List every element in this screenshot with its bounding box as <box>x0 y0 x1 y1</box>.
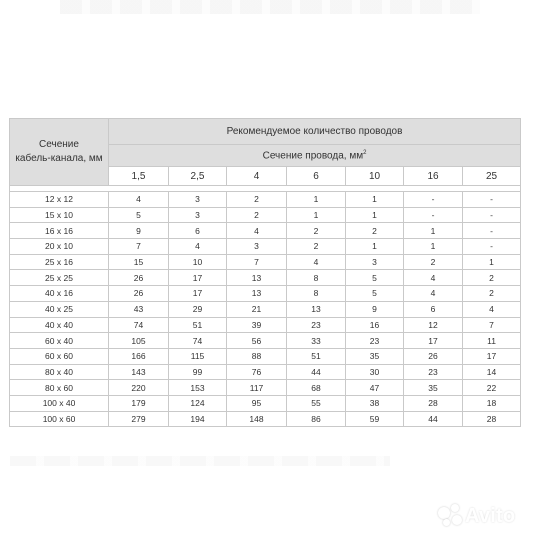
table-body <box>10 192 521 427</box>
channel-size-cell: 40 х 40 <box>10 317 109 333</box>
channel-size-cell: 16 х 16 <box>10 223 109 239</box>
wire-count-cell: 14 <box>463 364 521 380</box>
wire-count-cell: 6 <box>404 301 463 317</box>
wire-count-cell: 105 <box>109 333 169 349</box>
wire-count-cell: 30 <box>346 364 404 380</box>
channel-size-cell: 100 х 60 <box>10 411 109 427</box>
wire-count-cell: 3 <box>227 239 287 255</box>
column-header: 16 <box>404 167 463 186</box>
wire-count-cell: 2 <box>404 254 463 270</box>
channel-size-cell: 60 х 60 <box>10 348 109 364</box>
wire-count-cell: 44 <box>287 364 346 380</box>
sub-title-superscript: 2 <box>363 149 367 156</box>
wire-count-cell: 35 <box>346 348 404 364</box>
wire-count-cell: 9 <box>109 223 169 239</box>
wire-count-cell: 39 <box>227 317 287 333</box>
wire-count-cell: 4 <box>404 286 463 302</box>
wire-count-cell: 2 <box>287 223 346 239</box>
wire-count-cell: 4 <box>227 223 287 239</box>
corner-header-cell <box>10 119 109 186</box>
wire-count-cell: 117 <box>227 380 287 396</box>
wire-count-cell: 1 <box>346 192 404 208</box>
table-row <box>10 207 521 223</box>
wire-count-cell: 279 <box>109 411 169 427</box>
wire-count-cell: - <box>404 192 463 208</box>
wire-count-cell: 4 <box>169 239 227 255</box>
wire-count-cell: - <box>463 192 521 208</box>
watermark-text: Avito <box>465 504 516 527</box>
wire-count-cell: 1 <box>346 239 404 255</box>
wire-count-cell: 1 <box>404 223 463 239</box>
column-header: 1,5 <box>109 167 169 186</box>
wire-count-cell: 8 <box>287 270 346 286</box>
wire-count-cell: 28 <box>463 411 521 427</box>
wire-count-cell: 3 <box>169 207 227 223</box>
table-row <box>10 270 521 286</box>
wire-count-cell: - <box>463 239 521 255</box>
wire-count-cell: 51 <box>169 317 227 333</box>
wire-count-cell: 33 <box>287 333 346 349</box>
wire-count-cell: 15 <box>109 254 169 270</box>
wire-count-cell: 74 <box>169 333 227 349</box>
avito-logo-icon <box>438 504 462 528</box>
wire-count-cell: 4 <box>463 301 521 317</box>
wire-count-cell: 68 <box>287 380 346 396</box>
wire-count-cell: 1 <box>463 254 521 270</box>
table-row <box>10 223 521 239</box>
table-row <box>10 192 521 208</box>
wire-count-cell: 1 <box>287 192 346 208</box>
corner-label-line-1: Сечение <box>39 139 79 150</box>
wire-count-cell: 17 <box>169 270 227 286</box>
wire-count-cell: 16 <box>346 317 404 333</box>
wire-count-cell: 88 <box>227 348 287 364</box>
wire-count-cell: 2 <box>346 223 404 239</box>
channel-size-cell: 80 х 60 <box>10 380 109 396</box>
wire-count-cell: 51 <box>287 348 346 364</box>
channel-size-cell: 25 х 16 <box>10 254 109 270</box>
wire-count-cell: 10 <box>169 254 227 270</box>
table-row <box>10 380 521 396</box>
wire-count-cell: 22 <box>463 380 521 396</box>
wire-count-cell: 5 <box>109 207 169 223</box>
column-header: 2,5 <box>169 167 227 186</box>
table-row <box>10 254 521 270</box>
corner-label-line-2: кабель-канала, мм <box>15 153 103 164</box>
wire-count-cell: 2 <box>227 192 287 208</box>
sub-title-header <box>109 145 521 167</box>
wire-count-cell: 26 <box>404 348 463 364</box>
wire-count-cell: 5 <box>346 286 404 302</box>
table-row <box>10 364 521 380</box>
wire-count-cell: 2 <box>463 270 521 286</box>
wire-count-cell: 59 <box>346 411 404 427</box>
wire-count-cell: 7 <box>109 239 169 255</box>
wire-count-cell: 23 <box>346 333 404 349</box>
avito-watermark <box>438 503 515 529</box>
wire-count-cell: 1 <box>287 207 346 223</box>
wire-count-cell: 12 <box>404 317 463 333</box>
channel-size-cell: 100 х 40 <box>10 395 109 411</box>
table-row <box>10 317 521 333</box>
wire-count-cell: 56 <box>227 333 287 349</box>
wire-count-cell: 4 <box>287 254 346 270</box>
faded-background-text-top <box>60 0 480 14</box>
wire-count-cell: 86 <box>287 411 346 427</box>
table-row <box>10 301 521 317</box>
wire-count-cell: 143 <box>109 364 169 380</box>
group-title-header: Рекомендуемое количество проводов <box>109 119 521 145</box>
wire-count-cell: 23 <box>287 317 346 333</box>
channel-size-cell: 40 х 25 <box>10 301 109 317</box>
wire-count-cell: 35 <box>404 380 463 396</box>
wire-count-cell: 55 <box>287 395 346 411</box>
wire-count-cell: 28 <box>404 395 463 411</box>
wire-count-cell: 4 <box>404 270 463 286</box>
wire-count-cell: 2 <box>227 207 287 223</box>
wire-count-cell: 9 <box>346 301 404 317</box>
wire-count-cell: 17 <box>169 286 227 302</box>
column-header: 6 <box>287 167 346 186</box>
wire-count-cell: - <box>463 207 521 223</box>
wire-count-cell: 2 <box>287 239 346 255</box>
column-header: 10 <box>346 167 404 186</box>
wire-count-cell: 13 <box>227 286 287 302</box>
wire-count-cell: 8 <box>287 286 346 302</box>
wire-count-cell: 47 <box>346 380 404 396</box>
wire-count-cell: 194 <box>169 411 227 427</box>
wire-count-cell: 148 <box>227 411 287 427</box>
channel-size-cell: 15 х 10 <box>10 207 109 223</box>
wire-count-cell: 179 <box>109 395 169 411</box>
wire-count-cell: 115 <box>169 348 227 364</box>
wire-count-cell: 166 <box>109 348 169 364</box>
wire-count-cell: 4 <box>109 192 169 208</box>
wire-count-cell: 220 <box>109 380 169 396</box>
column-header: 4 <box>227 167 287 186</box>
channel-size-cell: 40 х 16 <box>10 286 109 302</box>
channel-size-cell: 80 х 40 <box>10 364 109 380</box>
wire-count-cell: - <box>404 207 463 223</box>
wire-count-cell: 38 <box>346 395 404 411</box>
wire-count-cell: 5 <box>346 270 404 286</box>
wire-count-cell: 17 <box>463 348 521 364</box>
wire-count-cell: - <box>463 223 521 239</box>
channel-size-cell: 60 х 40 <box>10 333 109 349</box>
table-header <box>10 119 521 186</box>
wire-count-cell: 18 <box>463 395 521 411</box>
table-row <box>10 395 521 411</box>
wire-count-cell: 29 <box>169 301 227 317</box>
wire-count-cell: 95 <box>227 395 287 411</box>
wire-count-cell: 21 <box>227 301 287 317</box>
wire-count-cell: 23 <box>404 364 463 380</box>
wire-count-cell: 7 <box>227 254 287 270</box>
table-row <box>10 239 521 255</box>
wire-count-cell: 7 <box>463 317 521 333</box>
wire-count-cell: 44 <box>404 411 463 427</box>
faded-background-text-bottom <box>10 456 390 466</box>
wire-count-cell: 17 <box>404 333 463 349</box>
table-row <box>10 286 521 302</box>
wire-count-cell: 99 <box>169 364 227 380</box>
channel-size-cell: 12 х 12 <box>10 192 109 208</box>
wire-capacity-table <box>9 118 521 427</box>
wire-count-cell: 74 <box>109 317 169 333</box>
wire-count-cell: 153 <box>169 380 227 396</box>
wire-count-cell: 76 <box>227 364 287 380</box>
channel-size-cell: 20 х 10 <box>10 239 109 255</box>
sub-title-text: Сечение провода, мм <box>262 150 364 162</box>
wire-count-cell: 3 <box>346 254 404 270</box>
table-row <box>10 348 521 364</box>
wire-count-cell: 26 <box>109 286 169 302</box>
wire-count-cell: 6 <box>169 223 227 239</box>
wire-count-cell: 2 <box>463 286 521 302</box>
channel-size-cell: 25 х 25 <box>10 270 109 286</box>
wire-count-cell: 124 <box>169 395 227 411</box>
wire-count-cell: 1 <box>346 207 404 223</box>
wire-count-cell: 43 <box>109 301 169 317</box>
table-row <box>10 411 521 427</box>
wire-count-cell: 3 <box>169 192 227 208</box>
wire-count-cell: 11 <box>463 333 521 349</box>
wire-count-cell: 13 <box>287 301 346 317</box>
wire-count-cell: 1 <box>404 239 463 255</box>
wire-count-cell: 13 <box>227 270 287 286</box>
wire-count-cell: 26 <box>109 270 169 286</box>
column-header: 25 <box>463 167 521 186</box>
table-row <box>10 333 521 349</box>
